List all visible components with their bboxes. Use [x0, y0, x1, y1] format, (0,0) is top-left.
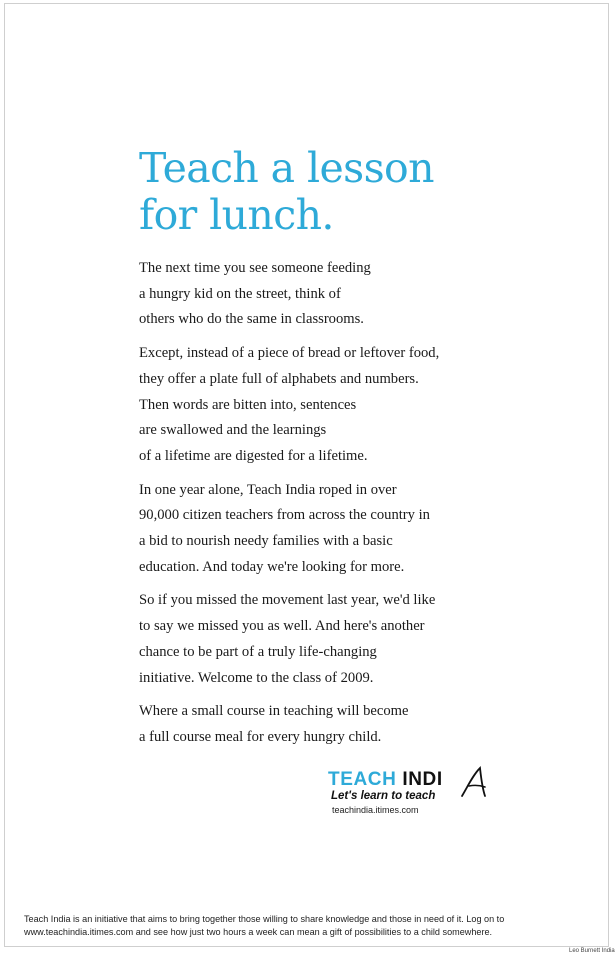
- paragraph: [139, 699, 499, 750]
- body-line: of a lifetime are digested for a lifetime.: [139, 447, 368, 464]
- paragraph: [139, 256, 499, 333]
- body-line: 90,000 citizen teachers from across the country in: [139, 507, 430, 524]
- headline-line-2: for lunch.: [139, 191, 334, 239]
- body-line: chance to be part of a truly life-changing: [139, 643, 377, 660]
- chalk-a-icon: [459, 766, 493, 798]
- body-line: Then words are bitten into, sentences: [139, 396, 357, 413]
- body-line: they offer a plate full of alphabets and numbers.: [139, 370, 419, 387]
- body-line: initiative. Welcome to the class of 2009.: [139, 669, 374, 686]
- logo-tagline: Let's learn to teach: [331, 790, 436, 802]
- paragraph: [139, 478, 499, 581]
- agency-credit: Leo Burnett India: [569, 948, 615, 954]
- body-line: to say we missed you as well. And here's another: [139, 618, 425, 635]
- headline-line-1: Teach a lesson: [139, 144, 434, 192]
- logo-word-indi: INDI: [402, 769, 443, 790]
- teach-india-logo: [328, 768, 508, 820]
- body-line: are swallowed and the learnings: [139, 422, 327, 439]
- ad-page: [4, 3, 609, 947]
- logo-wordmark: [328, 769, 443, 791]
- body-line: Where a small course in teaching will become: [139, 703, 409, 720]
- paragraph: [139, 341, 499, 470]
- body-line: others who do the same in classrooms.: [139, 311, 364, 328]
- body-line: So if you missed the movement last year, we'd like: [139, 592, 436, 609]
- body-line: Except, instead of a piece of bread or leftover food,: [139, 345, 440, 362]
- logo-word-teach: TEACH: [328, 769, 397, 790]
- body-line: a full course meal for every hungry child.: [139, 728, 382, 745]
- footer-line-2: www.teachindia.itimes.com and see how just two hours a week can mean a gift of possibilities to a child somewhere.: [24, 927, 493, 937]
- body-line: In one year alone, Teach India roped in over: [139, 481, 397, 498]
- body-line: a hungry kid on the street, think of: [139, 285, 341, 302]
- body-line: The next time you see someone feeding: [139, 260, 371, 276]
- paragraph: [139, 588, 499, 691]
- footer-note: [24, 913, 604, 939]
- body-copy: [139, 256, 499, 759]
- website-url: teachindia.itimes.com: [332, 805, 419, 815]
- headline: [139, 145, 434, 239]
- body-line: education. And today we're looking for more.: [139, 558, 405, 575]
- body-line: a bid to nourish needy families with a basic: [139, 533, 393, 550]
- footer-line-1: Teach India is an initiative that aims to bring together those willing to share knowledge and those in need of it. Log on to: [24, 914, 505, 924]
